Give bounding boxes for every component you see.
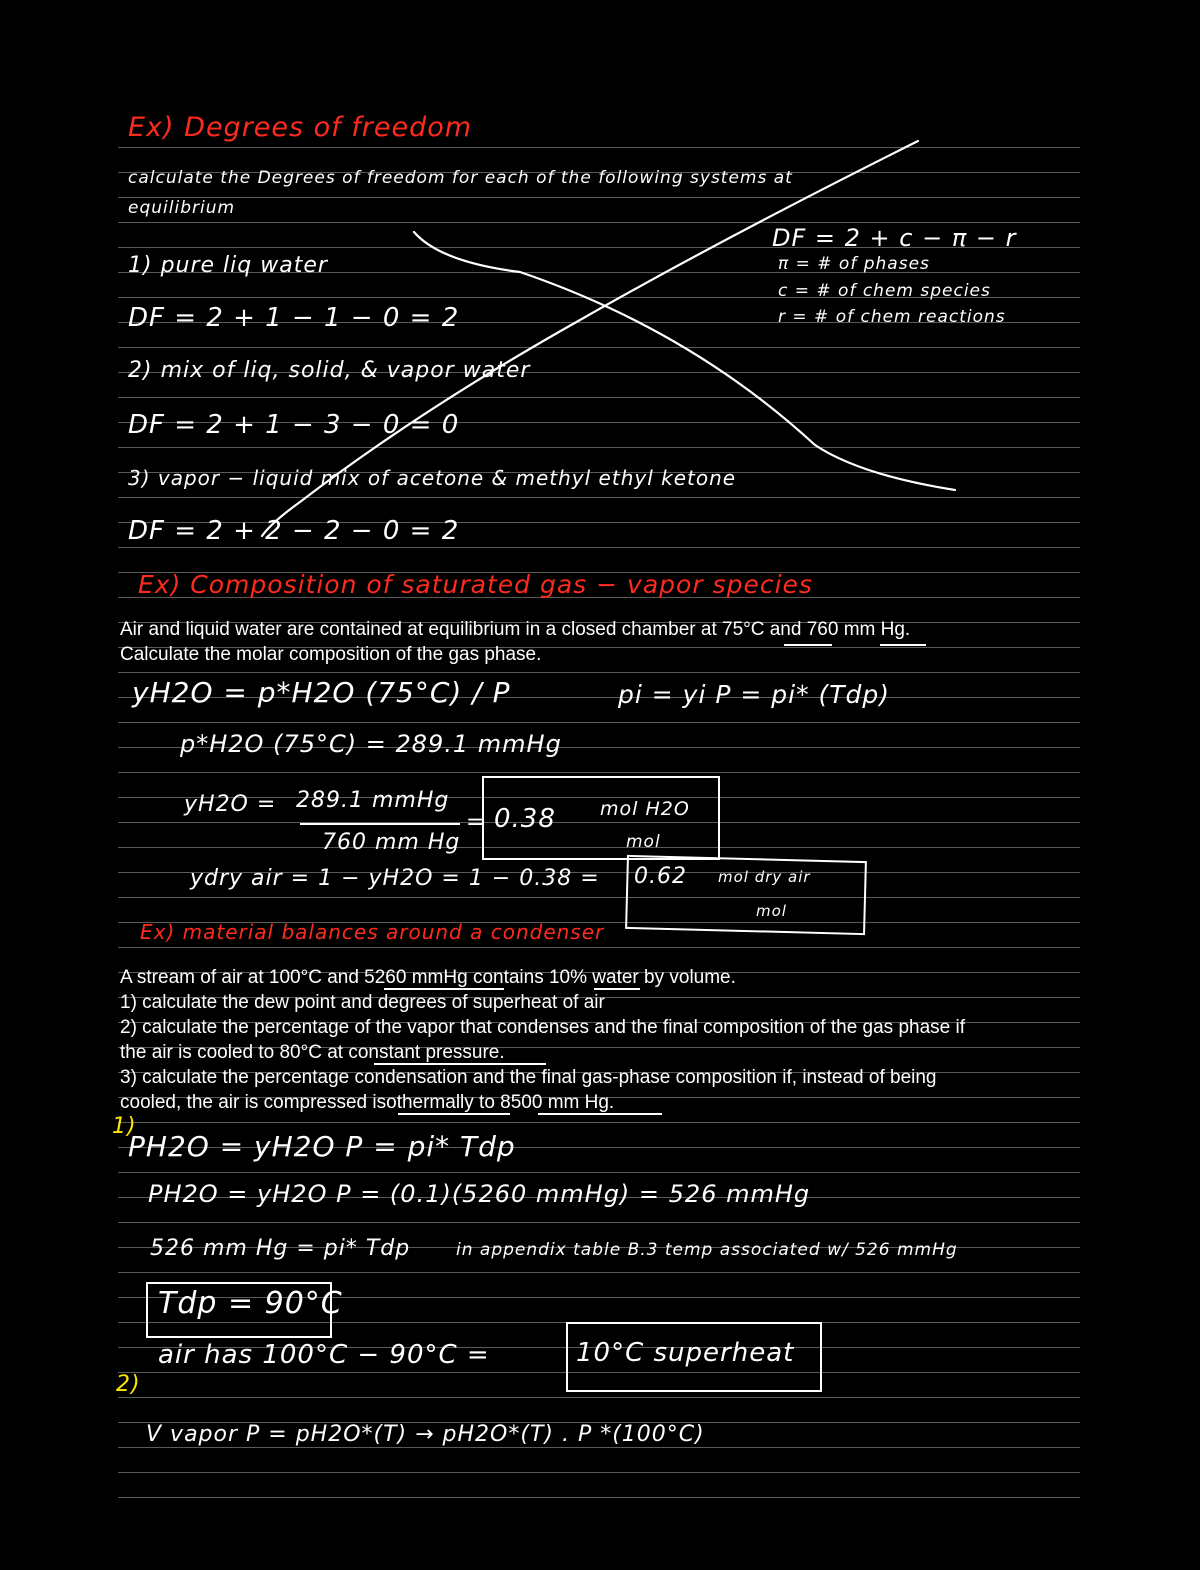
section3-problem-line6: cooled, the air is compressed isothermally to 8500 mm Hg.	[120, 1092, 615, 1113]
ruled-line	[118, 947, 1080, 948]
ruled-line	[118, 722, 1080, 723]
ruled-line	[118, 897, 1080, 898]
section3-problem-line2: 1) calculate the dew point and degrees of superheat of air	[120, 992, 605, 1013]
step3: 526 mm Hg = pi* Tdp	[150, 1236, 411, 1261]
eq4: ydry air = 1 − yH2O = 1 − 0.38 =	[190, 866, 600, 891]
section1-prompt-line2: equilibrium	[128, 198, 236, 218]
step1: PH2O = yH2O P = pi* Tdp	[128, 1130, 516, 1163]
item3-df: DF = 2 + 2 − 2 − 0 = 2	[128, 516, 460, 546]
underline-5260mmhg	[384, 988, 504, 990]
eq3-unit-top: mol H2O	[600, 798, 690, 820]
part1-marker: 1)	[112, 1114, 137, 1139]
eq3-denominator: 760 mm Hg	[322, 830, 461, 855]
phases-definition: π = # of phases	[778, 254, 930, 274]
ruled-line	[118, 397, 1080, 398]
eq4-unit-bottom: mol	[756, 902, 787, 920]
step5-result: 10°C superheat	[576, 1338, 795, 1368]
section1-prompt-line1: calculate the Degrees of freedom for each of the following systems at	[128, 168, 793, 188]
underline-760mmhg	[880, 644, 926, 646]
ruled-line	[118, 1272, 1080, 1273]
section3-problem-line3: 2) calculate the percentage of the vapor that condenses and the final composition of the gas phase if	[120, 1017, 965, 1038]
eq2: p*H2O (75°C) = 289.1 mmHg	[180, 730, 562, 758]
eq1-side: pi = yi P = pi* (Tdp)	[618, 680, 891, 709]
section3-problem-line1: A stream of air at 100°C and 5260 mmHg contains 10% water by volume.	[120, 967, 736, 988]
eq3-numerator: 289.1 mmHg	[296, 788, 450, 813]
eq4-unit-top: mol dry air	[718, 868, 811, 886]
eq3-fraction-bar	[300, 823, 460, 825]
eq3-equals: =	[466, 810, 486, 835]
species-definition: c = # of chem species	[778, 281, 991, 301]
section1-heading: Ex) Degrees of freedom	[128, 112, 473, 143]
step6: V vapor P = pH2O*(T) → pH2O*(T) . P *(100°C)	[146, 1422, 705, 1447]
ruled-line	[118, 547, 1080, 548]
ruled-line	[118, 672, 1080, 673]
eq3-lhs: yH2O =	[184, 792, 277, 817]
eq4-result: 0.62	[634, 864, 687, 889]
item1-df: DF = 2 + 1 − 1 − 0 = 2	[128, 303, 460, 333]
underline-10pct	[594, 988, 640, 990]
item2-label: 2) mix of liq, solid, & vapor water	[128, 358, 531, 383]
ruled-line	[118, 197, 1080, 198]
ruled-line	[118, 1497, 1080, 1498]
step3-note: in appendix table B.3 temp associated w/ 526 mmHg	[456, 1240, 958, 1260]
ruled-line	[118, 1447, 1080, 1448]
part2-marker: 2)	[116, 1372, 141, 1397]
eq3-result: 0.38	[494, 804, 556, 834]
ruled-line	[118, 772, 1080, 773]
section3-problem-line4: the air is cooled to 80°C at constant pressure.	[120, 1042, 505, 1063]
underline-75c	[784, 644, 832, 646]
ruled-line	[118, 447, 1080, 448]
ruled-line	[118, 1122, 1080, 1123]
section2-problem-line2: Calculate the molar composition of the gas phase.	[120, 644, 542, 665]
step2: PH2O = yH2O P = (0.1)(5260 mmHg) = 526 mmHg	[148, 1180, 811, 1208]
step4: Tdp = 90°C	[158, 1286, 343, 1321]
step5: air has 100°C − 90°C =	[158, 1340, 490, 1370]
ruled-line	[118, 222, 1080, 223]
section3-problem-line5: 3) calculate the percentage condensation and the final gas-phase composition if, instead of being	[120, 1067, 937, 1088]
df-formula: DF = 2 + c − π − r	[772, 224, 1017, 252]
ruled-line	[118, 147, 1080, 148]
section2-heading: Ex) Composition of saturated gas − vapor species	[138, 570, 813, 599]
underline-constant-pressure	[374, 1063, 546, 1065]
item2-df: DF = 2 + 1 − 3 − 0 = 0	[128, 410, 460, 440]
underline-8500mmhg	[538, 1113, 662, 1115]
section3-heading: Ex) material balances around a condenser	[140, 920, 605, 944]
eq1: yH2O = p*H2O (75°C) / P	[132, 676, 511, 709]
ruled-line	[118, 1472, 1080, 1473]
ruled-line	[118, 347, 1080, 348]
ruled-line	[118, 1397, 1080, 1398]
eq3-unit-bottom: mol	[626, 832, 661, 852]
section2-problem-line1: Air and liquid water are contained at equilibrium in a closed chamber at 75°C and 760 mm Hg.	[120, 619, 911, 640]
ruled-line	[118, 497, 1080, 498]
reactions-definition: r = # of chem reactions	[778, 307, 1006, 327]
item1-label: 1) pure liq water	[128, 253, 328, 278]
item3-label: 3) vapor − liquid mix of acetone & methyl ethyl ketone	[128, 466, 737, 490]
underline-isothermally	[398, 1113, 510, 1115]
ruled-line	[118, 1222, 1080, 1223]
ruled-line	[118, 1172, 1080, 1173]
